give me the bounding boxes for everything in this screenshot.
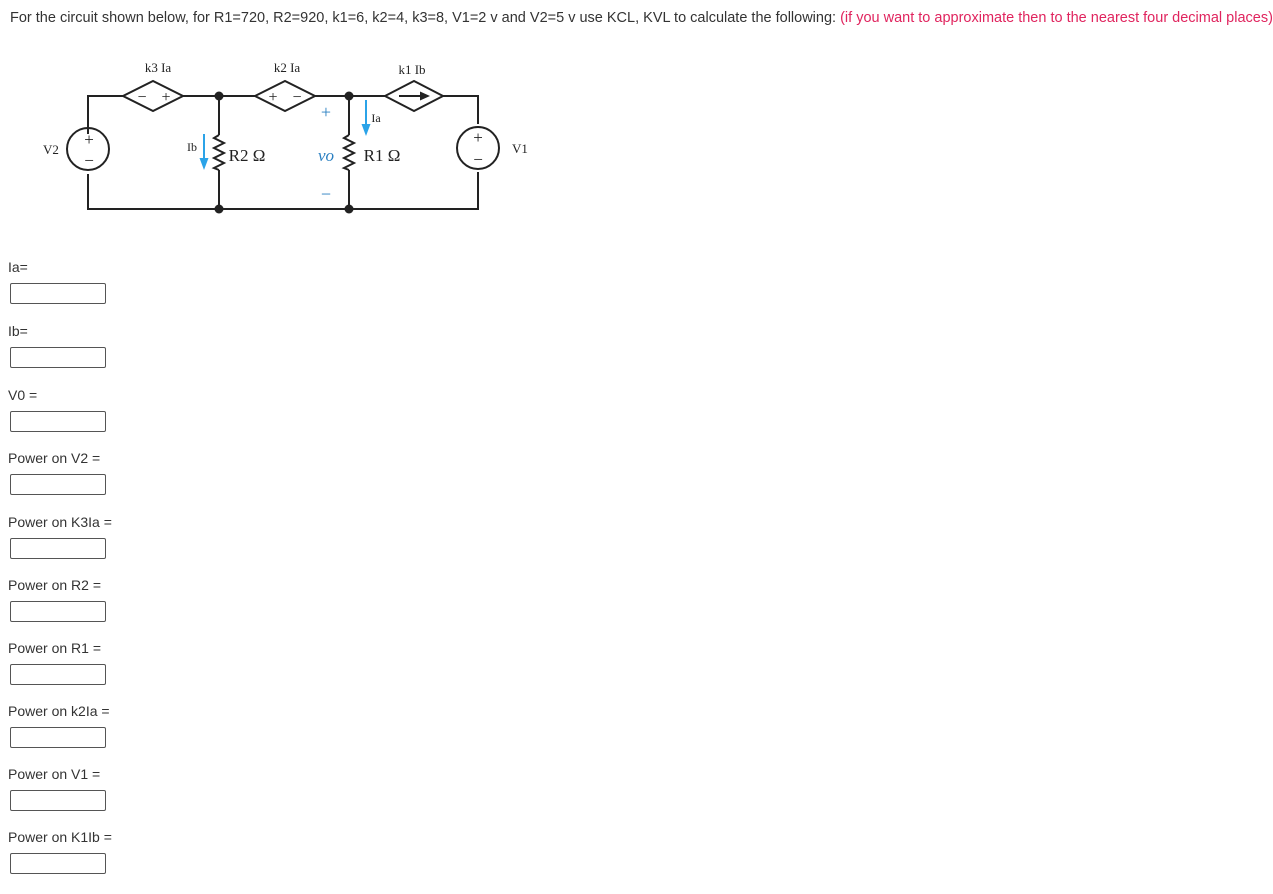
v1-plus-sign: +	[473, 128, 483, 147]
k3-source-label: k3 Ia	[144, 60, 172, 75]
answer-input[interactable]	[10, 853, 106, 874]
answer-input[interactable]	[10, 474, 106, 495]
k2-source-label: k2 Ia	[273, 60, 301, 75]
answer-label: Power on R1 =	[8, 640, 101, 656]
k3-minus-sign: −	[137, 89, 147, 106]
circuit-diagram	[0, 50, 560, 220]
v2-label: V2	[43, 142, 59, 157]
answer-field	[8, 640, 101, 656]
answer-field	[8, 514, 112, 530]
r2-label: R2 Ω	[228, 146, 266, 165]
question-body: For the circuit shown below, for R1=720, R2=920, k1=6, k2=4, k3=8, V1=2 v and V2=5 v use KCL, KVL to calculate the following:	[10, 10, 841, 26]
ib-arrow-icon	[200, 134, 209, 170]
node-dot	[215, 92, 224, 101]
answer-input[interactable]	[10, 283, 106, 304]
answer-input[interactable]	[10, 601, 106, 622]
answer-input[interactable]	[10, 347, 106, 368]
answer-field	[8, 829, 112, 845]
answer-label: Power on K3Ia =	[8, 514, 112, 530]
answer-label: Power on R2 =	[8, 577, 101, 593]
answer-label: Power on k2Ia =	[8, 703, 110, 719]
answer-input[interactable]	[10, 664, 106, 685]
answer-input[interactable]	[10, 411, 106, 432]
answer-label: Power on V1 =	[8, 766, 101, 782]
answer-label: Ib=	[8, 323, 28, 339]
answer-field	[8, 577, 101, 593]
vo-label: vo	[317, 146, 335, 165]
k2-minus-sign: −	[292, 89, 302, 106]
ib-label: Ib	[187, 140, 197, 154]
question-text	[10, 10, 1273, 26]
r2-resistor	[214, 135, 224, 170]
v1-label: V1	[512, 141, 528, 156]
answer-field	[8, 766, 100, 782]
answer-label: Ia=	[8, 259, 28, 275]
answer-field	[8, 387, 37, 403]
answer-field	[8, 259, 28, 275]
question-hint: (if you want to approximate then to the nearest four decimal places)	[840, 10, 1273, 26]
k1-source-label: k1 Ib	[398, 62, 426, 77]
k3-plus-sign: +	[161, 89, 171, 106]
k1-arrow-icon	[399, 92, 430, 101]
v2-plus-sign: +	[84, 130, 94, 149]
v2-minus-sign: −	[84, 151, 94, 170]
node-dot	[215, 205, 224, 214]
node-dot	[345, 205, 354, 214]
v1-minus-sign: −	[473, 150, 483, 169]
r1-resistor	[344, 135, 354, 170]
answer-input[interactable]	[10, 538, 106, 559]
r1-label: R1 Ω	[363, 146, 401, 165]
answer-field	[8, 703, 110, 719]
k2-plus-sign: +	[268, 89, 278, 106]
answer-label: Power on V2 =	[8, 450, 101, 466]
vo-minus-sign: −	[320, 184, 332, 204]
answer-label: Power on K1Ib =	[8, 829, 112, 845]
vo-plus-sign: +	[320, 102, 332, 122]
ia-label: Ia	[371, 111, 381, 125]
node-dot	[345, 92, 354, 101]
answer-field	[8, 323, 28, 339]
ia-arrow-icon	[362, 100, 371, 136]
answer-label: V0 =	[8, 387, 38, 403]
answer-input[interactable]	[10, 790, 106, 811]
answer-input[interactable]	[10, 727, 106, 748]
answer-field	[8, 450, 100, 466]
